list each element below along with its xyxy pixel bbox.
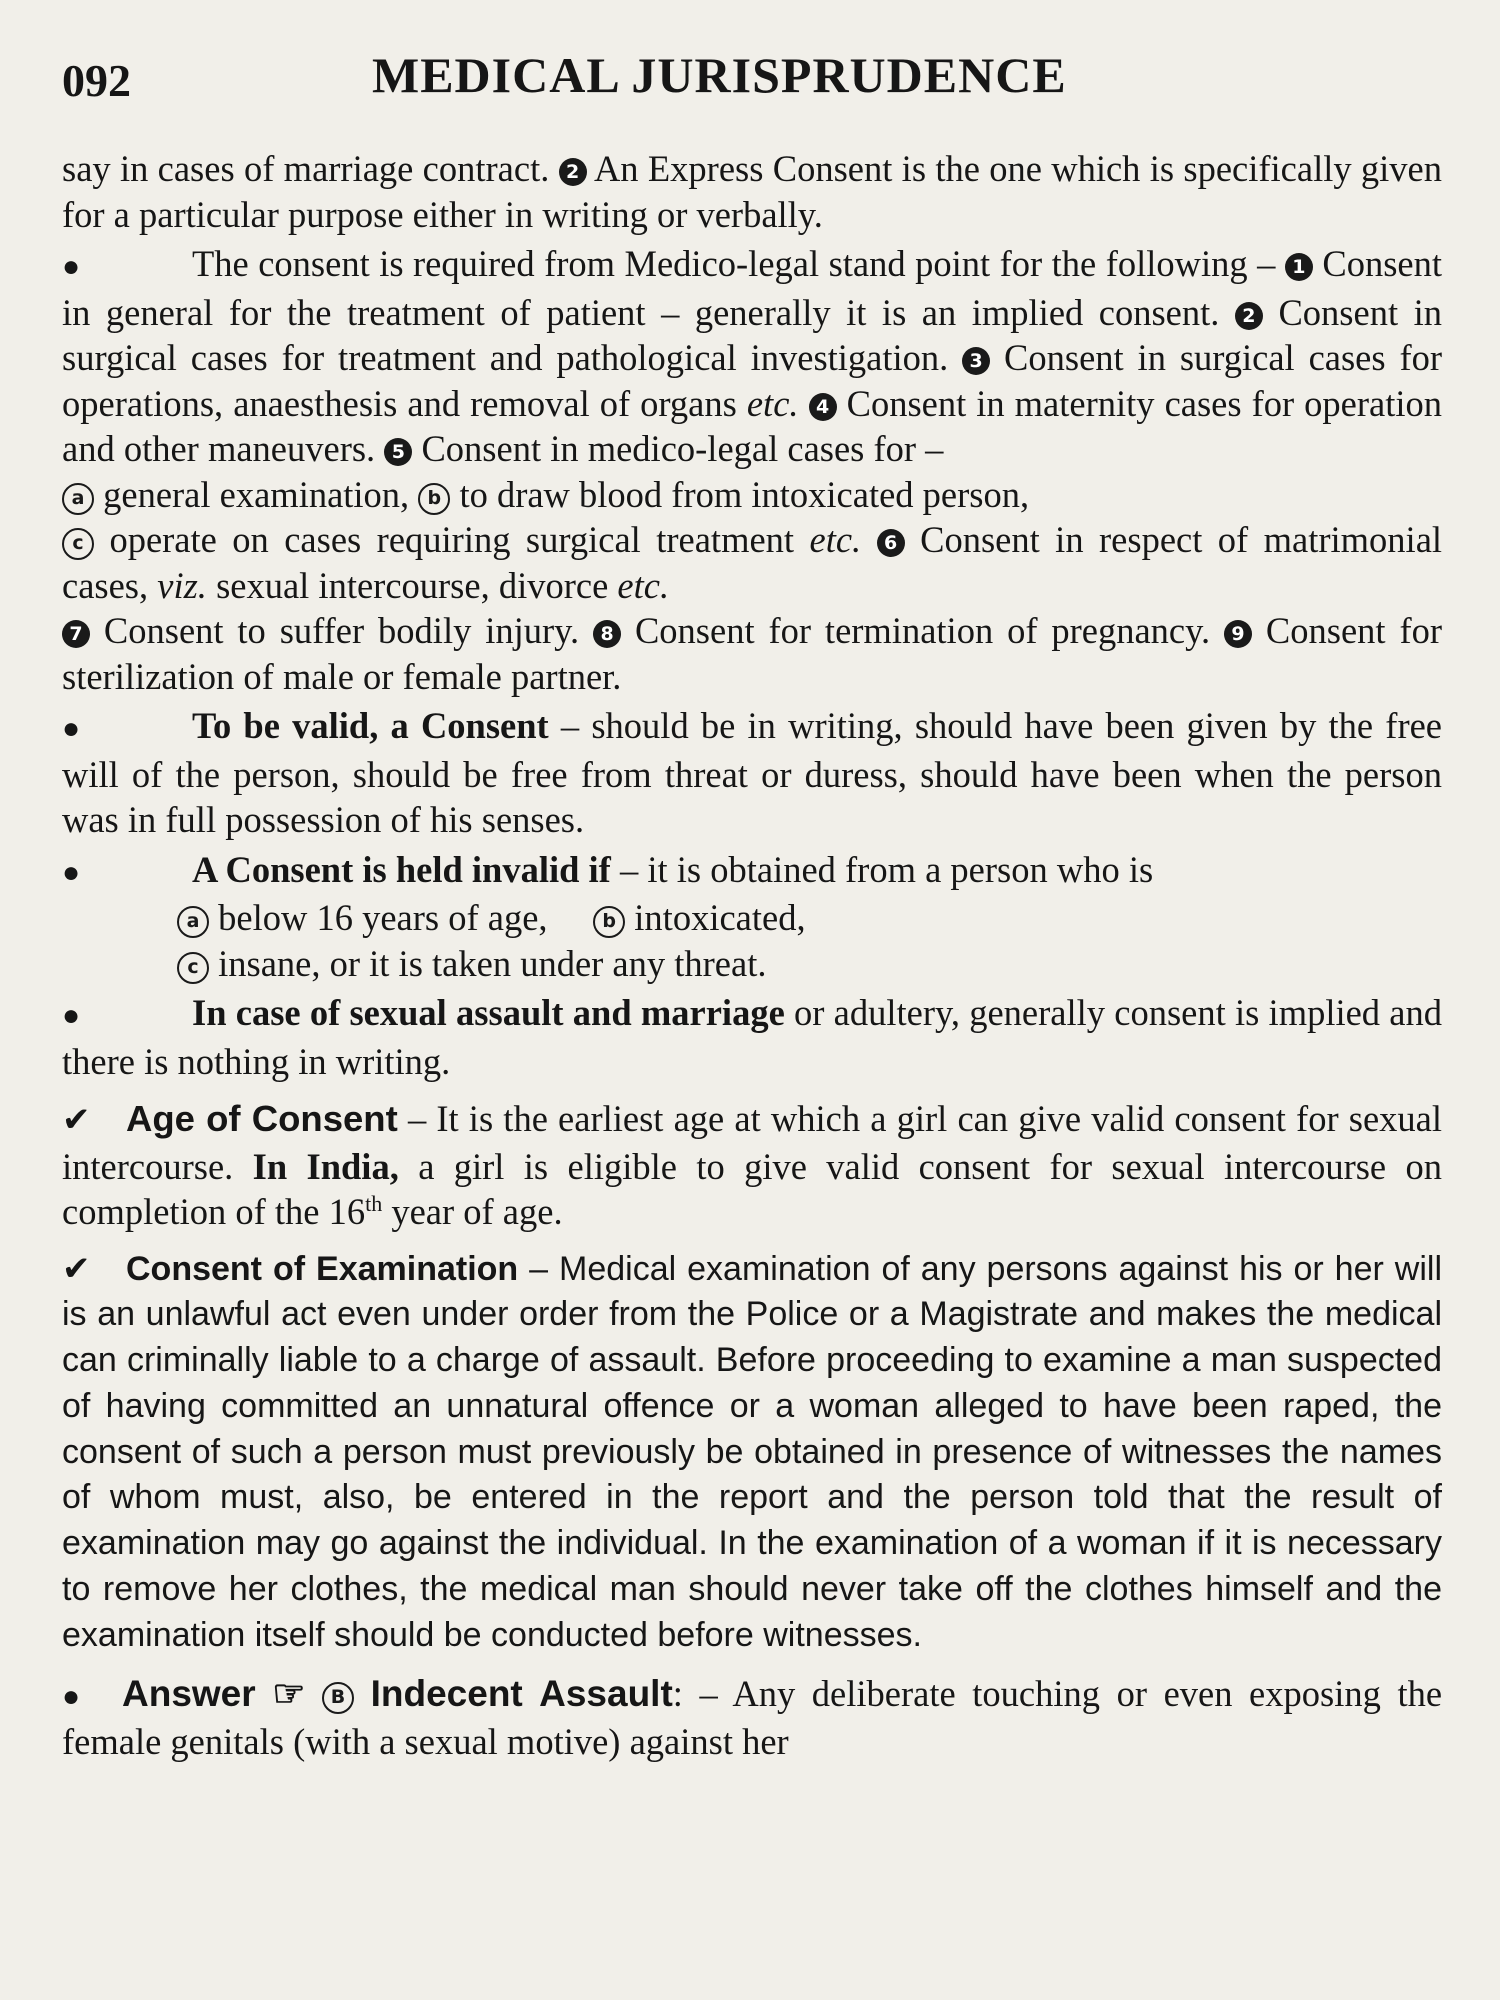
letter-a-icon: a (177, 906, 209, 938)
bullet-icon: ● (62, 250, 81, 283)
letter-b-icon: b (418, 483, 450, 515)
pointing-hand-icon: ☞ (272, 1672, 306, 1714)
bullet-icon: ● (62, 712, 81, 745)
number-4-icon: 4 (809, 393, 837, 421)
bullet-consent-required: ● The consent is required from Medico-legal stand point for the following – 1 Consent in general for the treatment of patient – generally it is an implied consent. 2 Consent in surgical cases for treatment and pathological investigation. 3 Consent in surgical cases for operations, anaesthesis and removal of organs etc. 4 Consent in maternity cases for operation and other maneuvers. 5 Consent in medico-legal cases for – a general examination, b to draw blood from intoxicated person, c operate on cases requiring surgical treatment etc. 6 Consent in respect of matrimonial cases, viz. sexual intercourse, divorce etc. 7 Consent to suffer bodily injury. 8 Consent for termination of pregnancy. 9 Consent for sterilization of male or female partner. (62, 243, 1443, 697)
number-2-icon: 2 (559, 158, 587, 186)
invalid-consent-list: a below 16 years of age, b intoxicated, c insane, or it is taken under any threat. (62, 895, 1442, 986)
number-7-icon: 7 (62, 620, 90, 648)
number-5-icon: 5 (384, 438, 412, 466)
page-header (62, 46, 1438, 116)
bullet-valid-consent: ● To be valid, a Consent – should be in writing, should have been given by the free will of the person, should be free from threat or duress, should have been when the person was in full possession of his senses. (62, 705, 1442, 840)
age-of-consent: ✔ Age of Consent – It is the earliest age at which a girl can give valid consent for sexual intercourse. In India, a girl is eligible to give valid consent for sexual intercourse on completion of the 16th year of age. (62, 1098, 1443, 1232)
number-9-icon: 9 (1224, 620, 1252, 648)
bullet-icon: ● (62, 999, 81, 1032)
answer-label: Answer (122, 1672, 256, 1714)
letter-a-icon: a (62, 483, 94, 515)
number-3-icon: 3 (962, 347, 990, 375)
age-of-consent-heading: Age of Consent (126, 1098, 398, 1139)
check-icon: ✔ (62, 1248, 91, 1289)
indecent-assault-heading: Indecent Assault (370, 1672, 673, 1714)
paragraph-express-consent: say in cases of marriage contract. 2 An Express Consent is the one which is specifically given for a particular purpose either in writing or verbally. (62, 148, 1442, 235)
number-8-icon: 8 (593, 620, 621, 648)
letter-b-icon: b (593, 906, 625, 938)
bullet-icon: ● (62, 855, 81, 889)
answer-indecent-assault: ● Answer ☞ B Indecent Assault: – Any deliberate touching or even exposing the female genitals (with a sexual motive) against her (62, 1672, 1443, 1763)
page-number: 092 (62, 55, 131, 106)
letter-c-icon: c (177, 952, 209, 984)
number-6-icon: 6 (877, 529, 905, 557)
bullet-icon: ● (62, 1679, 81, 1713)
check-icon: ✔ (62, 1100, 91, 1140)
bullet-invalid-consent: ● A Consent is held invalid if – it is obtained from a person who is (62, 847, 1442, 896)
letter-b-icon: B (322, 1682, 354, 1714)
bullet-sexual-assault: ● In case of sexual assault and marriage or adultery, generally consent is implied and there is nothing in writing. (62, 992, 1442, 1082)
page-body (62, 146, 1442, 1765)
letter-c-icon: c (62, 528, 94, 560)
number-1-icon: 1 (1285, 253, 1313, 281)
consent-of-examination: ✔ Consent of Examination – Medical examination of any persons against his or her will is an unlawful act even under order from the Police or a Magistrate and makes the medical can criminally liable to a charge of assault. Before proceeding to examine a man suspected of having committed an unnatural offence or a woman alleged to have been raped, the consent of such a person must previously be obtained in presence of witnesses the names of whom must, also, be entered in the report and the person told that the result of examination may go against the individual. In the examination of a woman if it is necessary to remove her clothes, the medical man should never take off the clothes himself and the examination itself should be conducted before witnesses. (62, 1248, 1443, 1654)
number-2-icon: 2 (1235, 302, 1263, 330)
page-title: MEDICAL JURISPRUDENCE (372, 47, 1067, 103)
consent-of-examination-heading: Consent of Examination (126, 1249, 519, 1288)
